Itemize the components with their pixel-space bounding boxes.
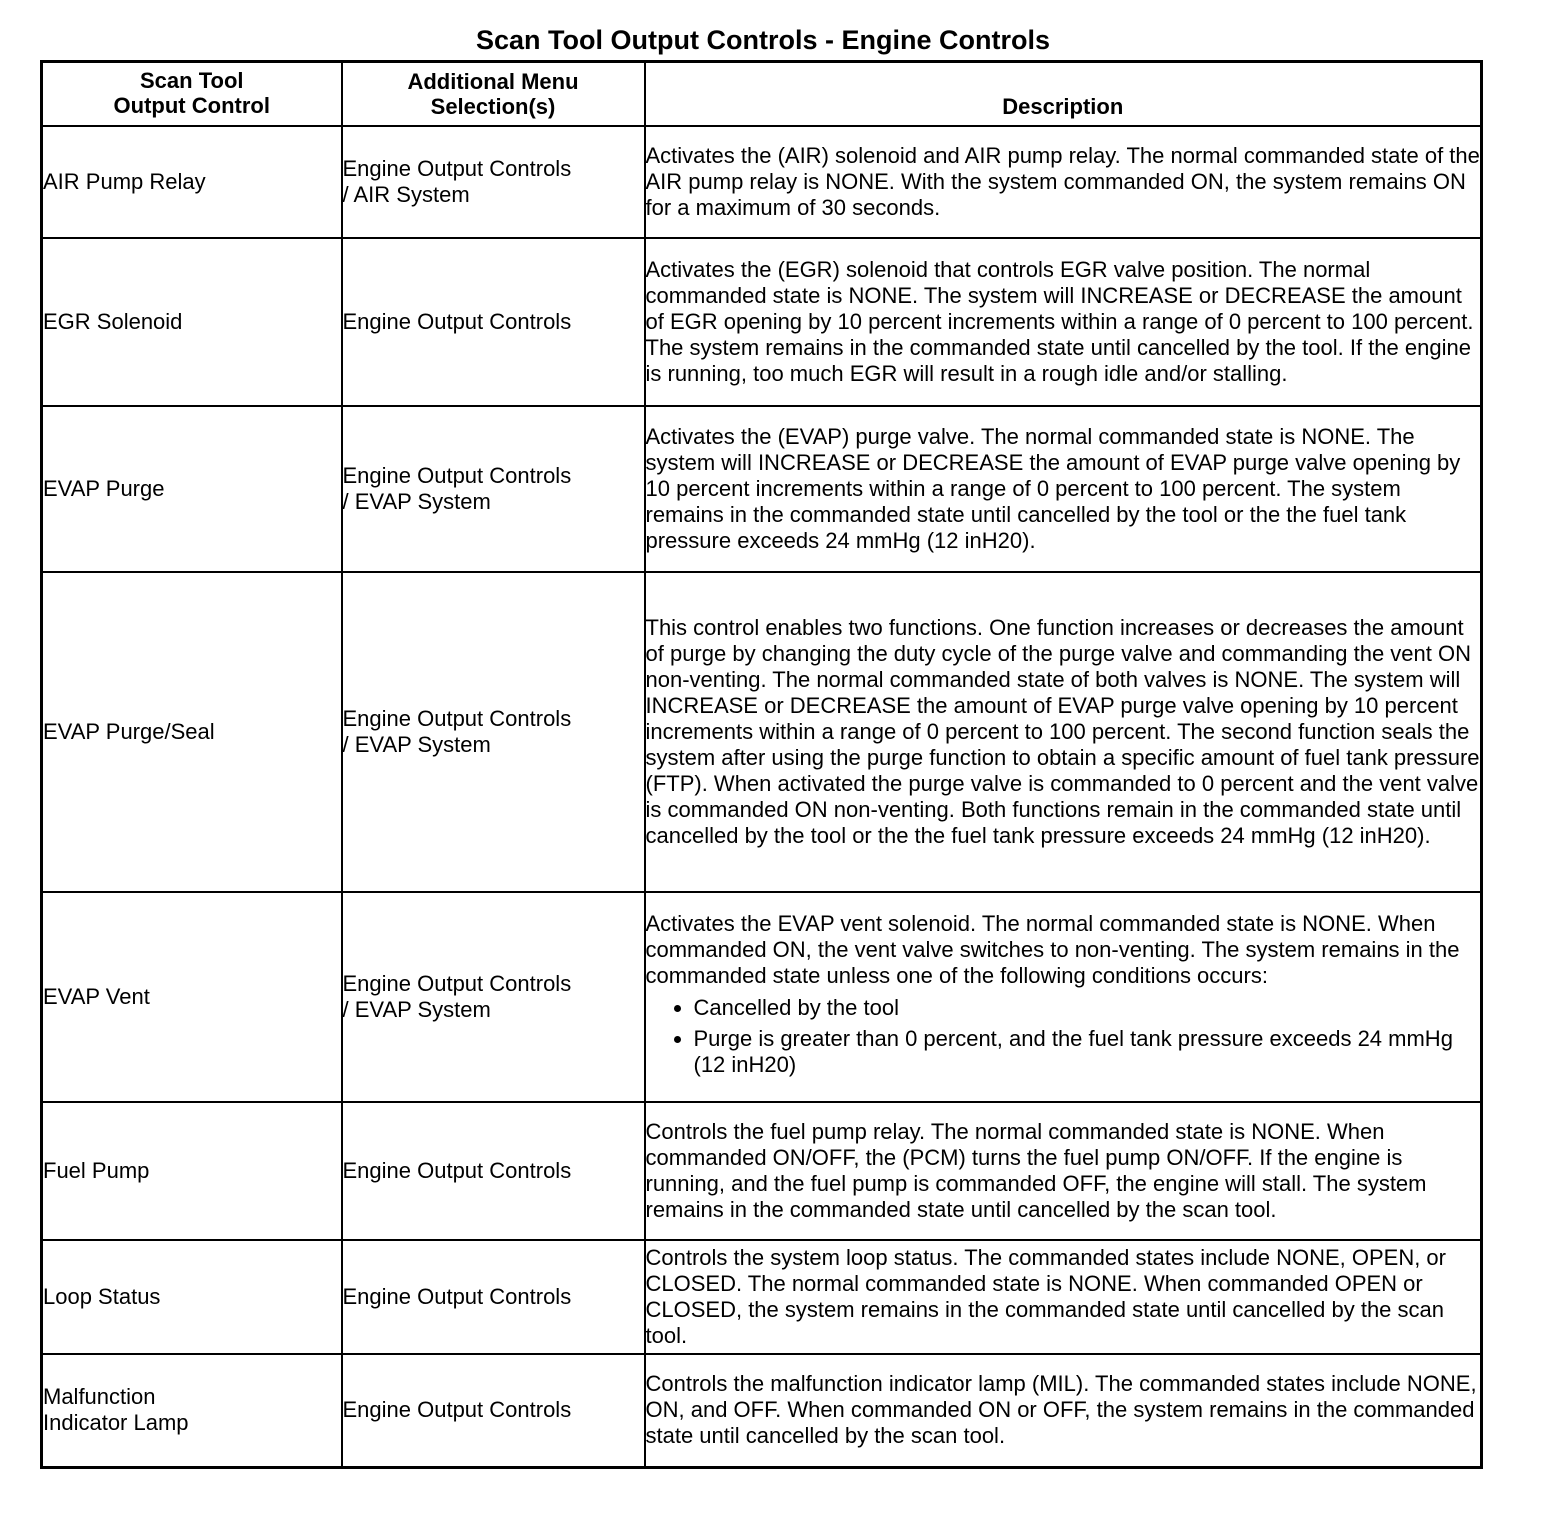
menu-selection-line1: Engine Output Controls	[342, 705, 572, 731]
header-menu-selection-line2: Selection(s)	[430, 93, 556, 119]
menu-selection-line1: Engine Output Controls	[342, 970, 572, 996]
output-control-name-line2: Indicator Lamp	[43, 1410, 189, 1436]
menu-selection	[342, 238, 645, 406]
page-title: Scan Tool Output Controls - Engine Controls	[476, 25, 1050, 55]
table-row-fuel-pump	[42, 1102, 1482, 1240]
table-header-row	[42, 62, 1482, 126]
description: Activates the (AIR) solenoid and AIR pump relay. The normal commanded state of the AIR pump relay is NONE. With the system commanded ON, the system remains ON for a maximum of 30 seconds.	[645, 126, 1482, 238]
header-output-control-line1: Scan Tool	[140, 67, 244, 93]
menu-selection	[342, 1240, 645, 1354]
description: Activates the (EGR) solenoid that controls EGR valve position. The normal commanded state is NONE. The system will INCREASE or DECREASE the amount of EGR opening by 10 percent increments within a range of 0 percent to 100 percent. The system remains in the commanded state until cancelled by the tool. If the engine is running, too much EGR will result in a rough idle and/or stalling.	[645, 238, 1482, 406]
table-row-evap-vent	[42, 892, 1482, 1102]
menu-selection	[342, 126, 645, 238]
output-control-name: EGR Solenoid	[42, 238, 342, 406]
header-output-control-line2: Output Control	[113, 92, 270, 118]
output-control-name-line1: Malfunction	[43, 1384, 156, 1410]
description	[645, 892, 1482, 1102]
output-control-name: Loop Status	[42, 1240, 342, 1354]
list-item: • Purge is greater than 0 percent, and the fuel tank pressure exceeds 24 mmHg (12 inH20)	[694, 1026, 1481, 1078]
header-description: Description	[645, 62, 1482, 126]
menu-selection-line1: Engine Output Controls	[342, 462, 572, 488]
menu-selection	[342, 1354, 645, 1468]
description: This control enables two functions. One function increases or decreases the amount of purge by changing the duty cycle of the purge valve and commanding the vent ON non-venting. The normal commanded state of both valves is NONE. The system will INCREASE or DECREASE the amount of EVAP purge valve opening by 10 percent increments within a range of 0 percent to 100 percent. The second function seals the system after using the purge function to obtain a specific amount of fuel tank pressure (FTP). When activated the purge valve is commanded to 0 percent and the vent valve is commanded ON non-venting. Both functions remain in the commanded state until cancelled by the tool or the the fuel tank pressure exceeds 24 mmHg (12 inH20).	[645, 572, 1482, 892]
table-row-evap-purge-seal	[42, 572, 1482, 892]
menu-selection-line2: / EVAP System	[342, 488, 491, 514]
menu-selection-line1: Engine Output Controls	[342, 155, 572, 181]
menu-selection-line1: Engine Output Controls	[342, 1157, 572, 1183]
description: Controls the malfunction indicator lamp (MIL). The commanded states include NONE, ON, and OFF. When commanded ON or OFF, the system remains in the commanded state until cancelled by the scan tool.	[645, 1354, 1482, 1468]
output-controls-table	[40, 60, 1483, 1469]
menu-selection-line1: Engine Output Controls	[342, 1397, 572, 1423]
conditions-list	[646, 995, 1481, 1078]
menu-selection	[342, 892, 645, 1102]
output-control-name: EVAP Vent	[42, 892, 342, 1102]
table-row-egr-solenoid	[42, 238, 1482, 406]
output-control-name: AIR Pump Relay	[42, 126, 342, 238]
table-row-evap-purge	[42, 406, 1482, 572]
table-row-air-pump-relay	[42, 126, 1482, 238]
output-control-name: EVAP Purge	[42, 406, 342, 572]
table-row-loop-status	[42, 1240, 1482, 1354]
list-item: • Cancelled by the tool	[694, 995, 1481, 1021]
menu-selection	[342, 406, 645, 572]
menu-selection-line2: / AIR System	[342, 181, 470, 207]
header-output-control	[42, 62, 342, 126]
menu-selection-line1: Engine Output Controls	[342, 308, 572, 334]
header-menu-selection-line1: Additional Menu	[407, 68, 579, 94]
description: Activates the (EVAP) purge valve. The normal commanded state is NONE. The system will INCREASE or DECREASE the amount of EVAP purge valve opening by 10 percent increments within a range of 0 percent to 100 percent. The system remains in the commanded state until cancelled by the tool or the the fuel tank pressure exceeds 24 mmHg (12 inH20).	[645, 406, 1482, 572]
description: Controls the fuel pump relay. The normal commanded state is NONE. When commanded ON/OFF, the (PCM) turns the fuel pump ON/OFF. If the engine is running, and the fuel pump is commanded OFF, the engine will stall. The system remains in the commanded state until cancelled by the scan tool.	[645, 1102, 1482, 1240]
output-control-name: EVAP Purge/Seal	[42, 572, 342, 892]
output-control-name	[42, 1354, 342, 1468]
menu-selection	[342, 1102, 645, 1240]
menu-selection-line2: / EVAP System	[342, 996, 491, 1022]
output-control-name: Fuel Pump	[42, 1102, 342, 1240]
table-row-mil	[42, 1354, 1482, 1468]
menu-selection-line2: / EVAP System	[342, 731, 491, 757]
description-text: Activates the EVAP vent solenoid. The normal commanded state is NONE. When commanded ON, the vent valve switches to non-venting. The system remains in the commanded state unless one of the following conditions occurs:	[645, 910, 1460, 988]
header-menu-selection	[342, 62, 645, 126]
description: Controls the system loop status. The commanded states include NONE, OPEN, or CLOSED. The normal commanded state is NONE. When commanded OPEN or CLOSED, the system remains in the commanded state until cancelled by the scan tool.	[645, 1240, 1482, 1354]
menu-selection	[342, 572, 645, 892]
menu-selection-line1: Engine Output Controls	[342, 1283, 572, 1309]
